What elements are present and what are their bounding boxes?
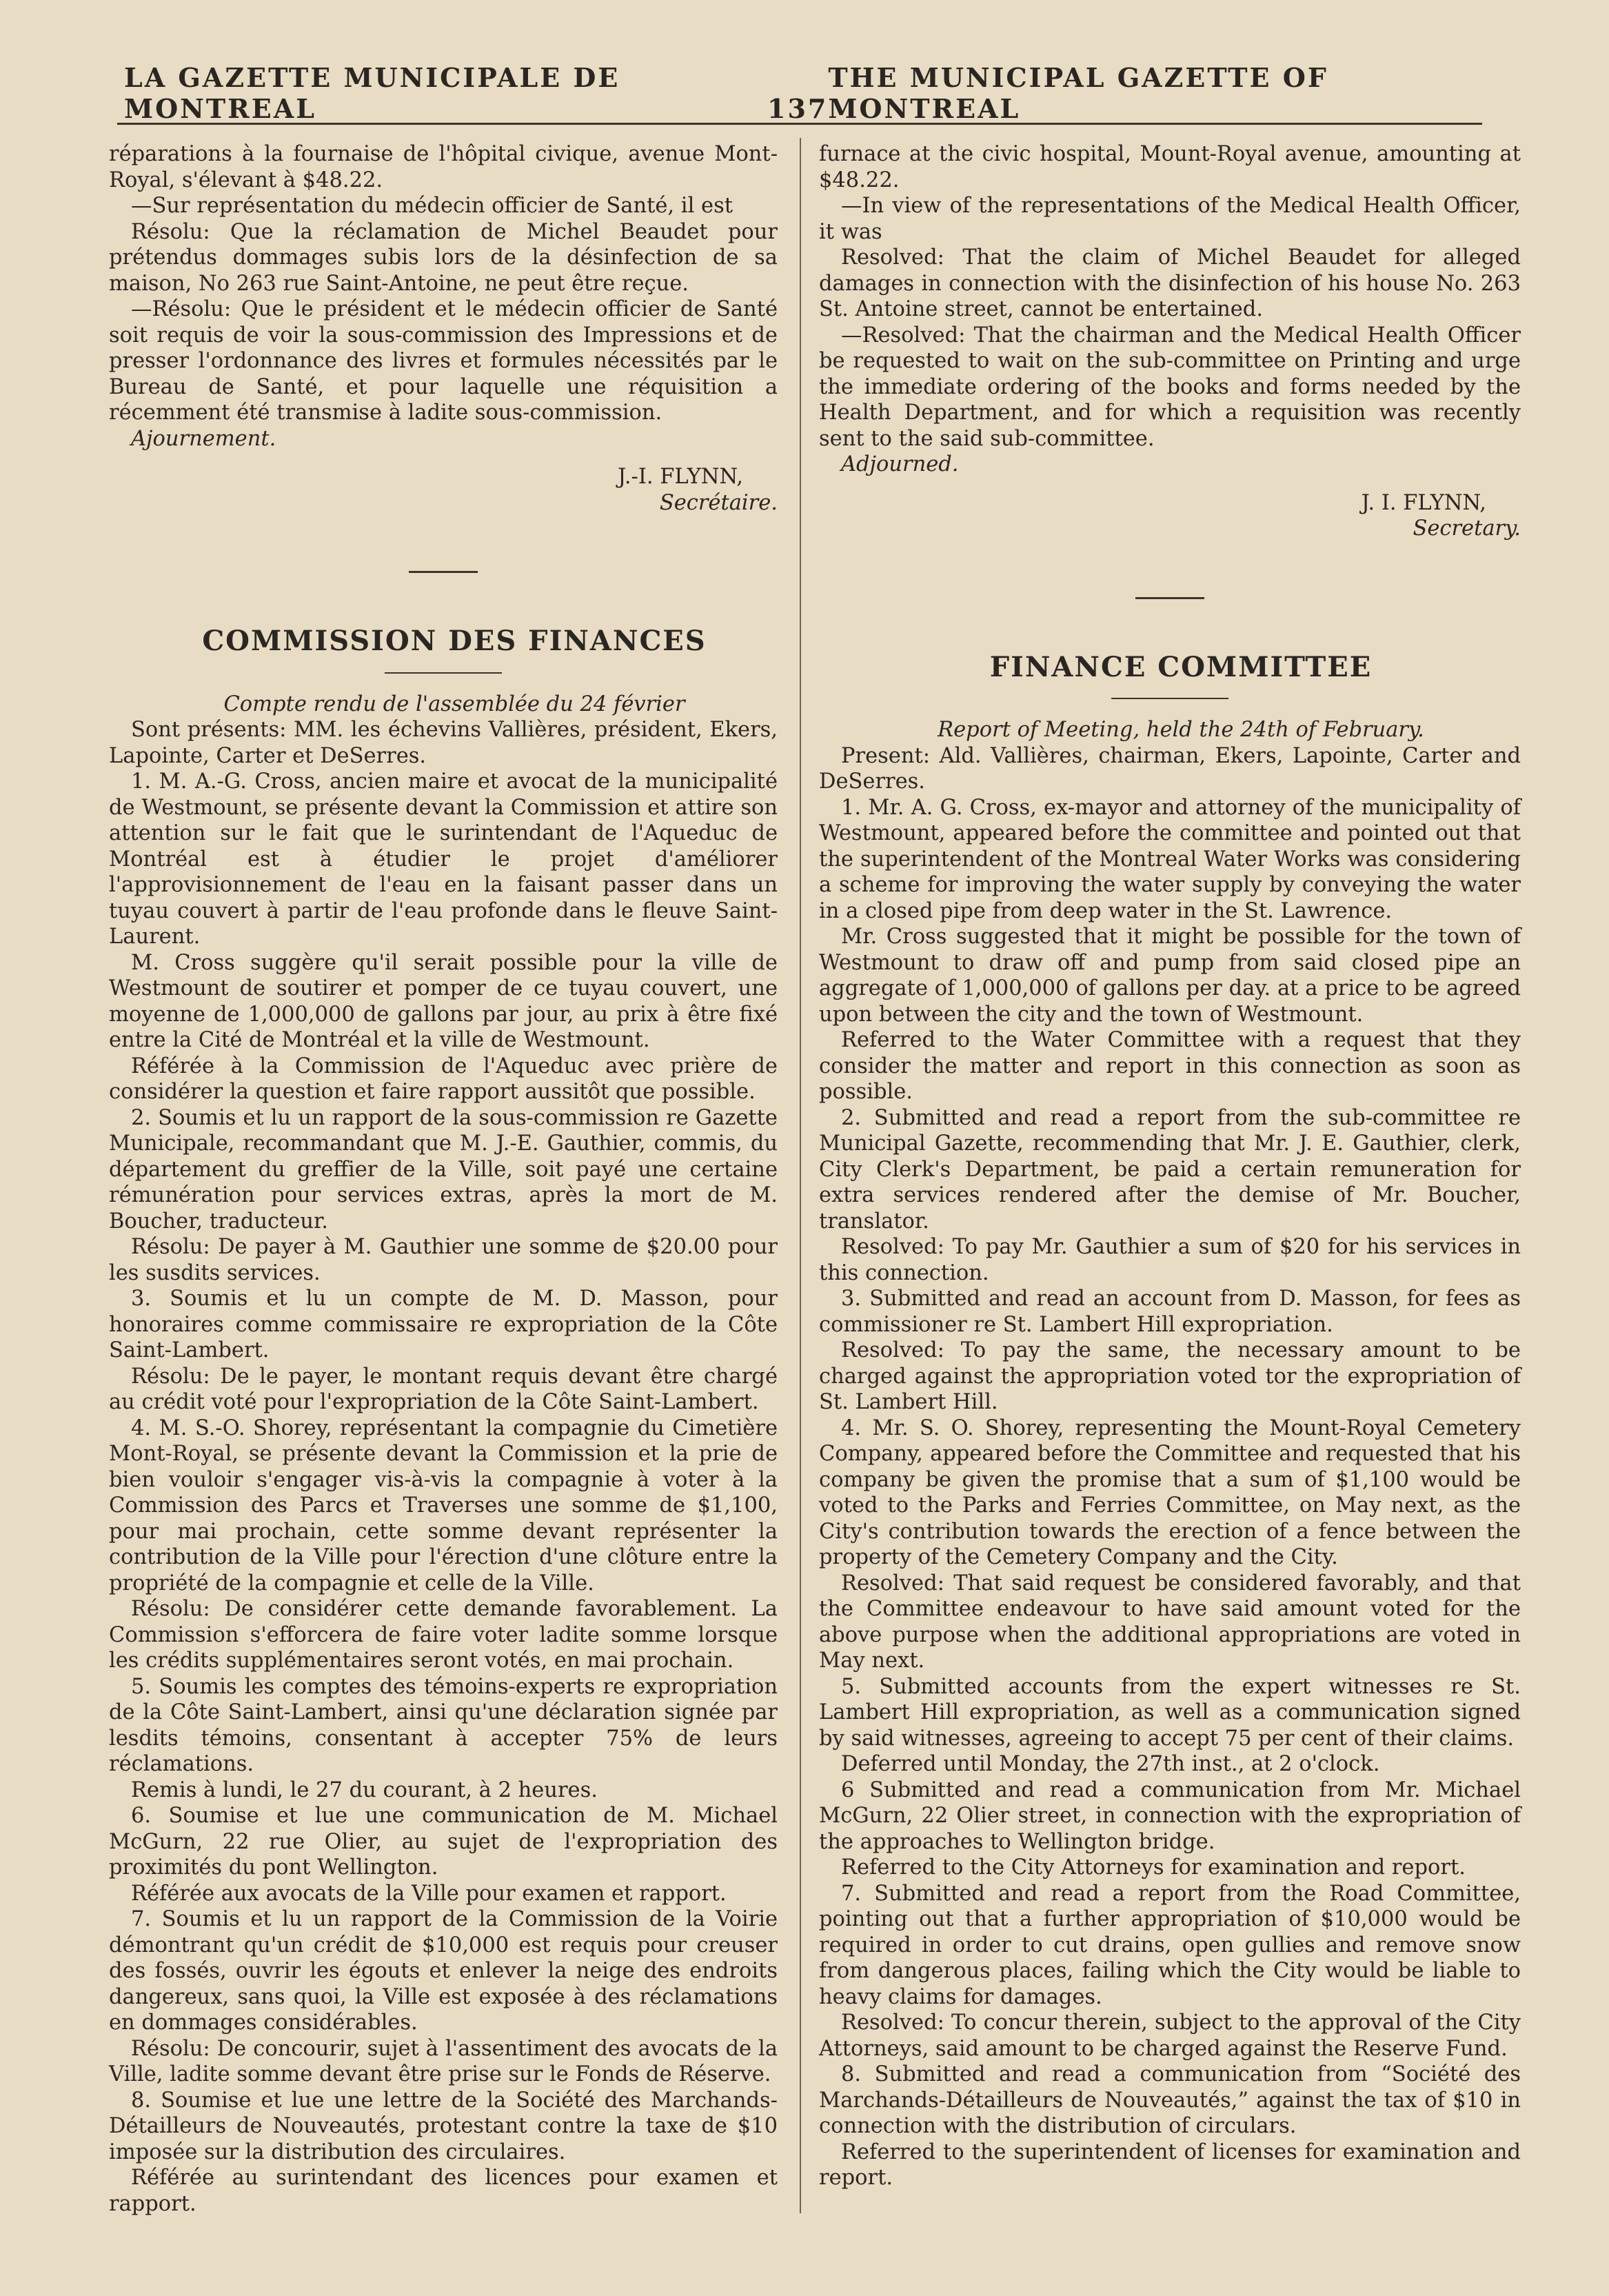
fr-paragraph: 8. Soumise et lue une lettre de la Société des Marchands-Détailleurs de Nouveautés, protestant contre la taxe de $10 imposée sur la distribution des circulaires. (109, 2088, 778, 2164)
en-paragraph: 8. Submitted and read a communication from “Société des Marchands-Détailleurs de Nouveautés,” against the tax of $10 in connection with the distribution of circulars. (819, 2062, 1521, 2138)
fr-paragraph: Résolu: De le payer, le montant requis devant être chargé au crédit voté pour l'expropriation de la Côte Saint-Lambert. (109, 1364, 778, 1414)
en-intro-paragraph: Resolved: That the claim of Michel Beaudet for alleged damages in connection with the disinfection of his house No. 263 St. Antoine street, cannot be entertained. (819, 245, 1521, 321)
en-intro-paragraph: —Resolved: That the chairman and the Medical Health Officer be requested to wait on the sub-committee on Printing and urge the immediate ordering of the books and forms needed by the Health Department, and for which a requisition was recently sent to the said sub-committee. (819, 323, 1521, 451)
page-number: 137 (767, 93, 829, 124)
en-paragraph: Resolved: To concur therein, subject to the approval of the City Attorneys, said amount to be charged against the Reserve Fund. (819, 2011, 1521, 2061)
fr-signature-name: J.-I. FLYNN, (617, 465, 743, 489)
fr-intro-paragraph: Résolu: Que la réclamation de Michel Beaudet pour prétendus dommages subis lors de la désinfection de sa maison, No 263 rue Saint-Antoine, ne peut être reçue. (109, 219, 778, 296)
fr-paragraph: 7. Soumis et lu un rapport de la Commission de la Voirie démontrant qu'un crédit de $10,000 est requis pour creuser des fossés, ouvrir les égouts et enlever la neige des endroits dangereux, sans quoi, la Ville est exposée à des réclamations en dommages considérables. (109, 1907, 778, 2035)
fr-paragraph: 4. M. S.-O. Shorey, représentant la compagnie du Cimetière Mont-Royal, se présente devant la Commission et la prie de bien vouloir s'engager vis-à-vis la compagnie à voter à la Commission des Parcs et Traverses une somme de $1,100, pour mai prochain, cette somme devant représenter la contribution de la Ville pour l'érection d'une clôture entre la propriété de la compagnie et celle de la Ville. (109, 1416, 778, 1595)
en-paragraph: Resolved: To pay Mr. Gauthier a sum of $20 for his services in this connection. (819, 1235, 1521, 1285)
fr-paragraph: 2. Soumis et lu un rapport de la sous-commission re Gazette Municipale, recommandant que M. J.-E. Gauthier, commis, du département du greffier de la Ville, soit payé une certaine rémunération pour services extras, après la mort de M. Boucher, traducteur. (109, 1105, 778, 1233)
fr-intro-paragraph: —Résolu: Que le président et le médecin officier de Santé soit requis de voir la sous-commission des Impressions et de presser l'ordonnance des livres et formules nécessités par le Bureau de Santé, et pour laquelle une réquisition a récemment été transmise à ladite sous-commission. (109, 297, 778, 425)
en-paragraph: Present: Ald. Vallières, chairman, Ekers, Lapointe, Carter and DeSerres. (819, 743, 1521, 794)
en-intro-paragraph: furnace at the civic hospital, Mount-Royal avenue, amounting at $48.22. (819, 142, 1521, 192)
en-paragraph: 6 Submitted and read a communication from Mr. Michael McGurn, 22 Olier street, in connection with the expropriation of the approaches to Wellington bridge. (819, 1778, 1521, 1854)
en-paragraph: 1. Mr. A. G. Cross, ex-mayor and attorney of the municipality of Westmount, appeared before the committee and pointed out that the superintendent of the Montreal Water Works was considering a scheme for improving the water supply by conveying the water in a closed pipe from deep water in the St. Lawrence. (819, 795, 1521, 923)
french-column (109, 141, 778, 2217)
en-paragraph: 7. Submitted and read a report from the Road Committee, pointing out that a further appropriation of $10,000 would be required in order to cut drains, open gullies and remove snow from dangerous places, failing which the City would be liable to heavy claims for damages. (819, 1881, 1521, 2009)
header-french-title: LA GAZETTE MUNICIPALE DE MONTREAL (124, 62, 620, 124)
fr-paragraph: Résolu: De concourir, sujet à l'assentiment des avocats de la Ville, ladite somme devant être prise sur le Fonds de Réserve. (109, 2036, 778, 2086)
en-title-rule (1111, 698, 1228, 699)
en-paragraph: Resolved: That said request be considered favorably, and that the Committee endeavour to have said amount voted for the above purpose when the additional appropriations are voted in May next. (819, 1571, 1521, 1673)
fr-section-title: COMMISSION DES FINANCES (202, 625, 707, 657)
en-signature-title: Secretary. (1413, 516, 1521, 541)
header-english-title: THE MUNICIPAL GAZETTE OF MONTREAL (828, 62, 1328, 124)
english-column (819, 141, 1521, 2191)
fr-intro-paragraph: réparations à la fournaise de l'hôpital civique, avenue Mont-Royal, s'élevant à $48.22. (109, 142, 778, 192)
fr-title-rule (385, 672, 502, 674)
en-paragraph: Resolved: To pay the same, the necessary amount to be charged against the appropriation voted tor the expropriation of St. Lambert Hill. (819, 1338, 1521, 1414)
fr-paragraph: M. Cross suggère qu'il serait possible pour la ville de Westmount de soutirer et pomper de ce tuyau couvert, une moyenne de 1,000,000 de gallons par jour, au prix à être fixé entre la Cité de Montréal et la ville de Westmount. (109, 950, 778, 1052)
page-header (124, 62, 1475, 124)
en-paragraph: Referred to the superintendent of licenses for examination and report. (819, 2139, 1521, 2190)
en-minutes (819, 743, 1521, 2191)
fr-paragraph: Référée au surintendant des licences pour examen et rapport. (109, 2166, 778, 2216)
fr-paragraph: 6. Soumise et lue une communication de M. Michael McGurn, 22 rue Olier, au sujet de l'expropriation des proximités du pont Wellington. (109, 1804, 778, 1880)
en-paragraph: 2. Submitted and read a report from the sub-committee re Municipal Gazette, recommending that Mr. J. E. Gauthier, clerk, City Clerk's Department, be paid a certain remuneration for extra services rendered after the demise of Mr. Boucher, translator. (819, 1105, 1521, 1233)
fr-paragraph: 5. Soumis les comptes des témoins-experts re expropriation de la Côte Saint-Lambert, ainsi qu'une déclaration signée par lesdits témoins, consentant à accepter 75% de leurs réclamations. (109, 1674, 778, 1776)
fr-signature-title: Secrétaire. (659, 490, 778, 515)
en-paragraph: 5. Submitted accounts from the expert witnesses re St. Lambert Hill expropriation, as well as a communication signed by said witnesses, agreeing to accept 75 per cent of their claims. (819, 1674, 1521, 1751)
fr-paragraph: Résolu: De payer à M. Gauthier une somme de $20.00 pour les susdits services. (109, 1235, 778, 1285)
en-paragraph: Mr. Cross suggested that it might be possible for the town of Westmount to draw off and pump from said closed pipe an aggregate of 1,000,000 of gallons per day. at a price to be agreed upon between the city and the town of Westmount. (819, 925, 1521, 1027)
en-adjournment: Adjourned. (841, 452, 959, 476)
en-paragraph: Referred to the Water Committee with a request that they consider the matter and report in this connection as soon as possible. (819, 1028, 1521, 1104)
fr-paragraph: Référée à la Commission de l'Aqueduc avec prière de considérer la question et faire rapport aussitôt que possible. (109, 1054, 778, 1104)
fr-paragraph: Sont présents: MM. les échevins Vallières, président, Ekers, Lapointe, Carter et DeSerres. (109, 718, 778, 768)
header-rule (117, 123, 1482, 125)
fr-paragraph: Résolu: De considérer cette demande favorablement. La Commission s'efforcera de faire voter ladite somme lorsque les crédits supplémentaires seront votés, en mai prochain. (109, 1597, 778, 1673)
fr-minutes (109, 717, 778, 2217)
en-paragraph: 4. Mr. S. O. Shorey, representing the Mount-Royal Cemetery Company, appeared before the Committee and requested that his company be given the promise that a sum of $1,100 would be voted to the Parks and Ferries Committee, on May next, as the City's contribution towards the erection of a fence between the property of the Cemetery Company and the City. (819, 1416, 1521, 1569)
en-section-title: FINANCE COMMITTEE (989, 650, 1373, 683)
en-section-subtitle: Report of Meeting, held the 24th of February. (938, 718, 1424, 742)
fr-paragraph: Remis à lundi, le 27 du courant, à 2 heures. (131, 1778, 598, 1802)
fr-paragraph: 3. Soumis et lu un compte de M. D. Masson, pour honoraires comme commissaire re expropriation de la Côte Saint-Lambert. (109, 1287, 778, 1362)
fr-paragraph: 1. M. A.-G. Cross, ancien maire et avocat de la municipalité de Westmount, se présente devant la Commission et attire son attention sur le fait que le surintendant de l'Aqueduc de Montréal est à étudier le projet d'améliorer l'approvisionnement de l'eau en la faisant passer dans un tuyau couvert à partir de l'eau profonde dans le fleuve Saint-Laurent. (109, 769, 778, 949)
en-paragraph: Deferred until Monday, the 27th inst., at 2 o'clock. (841, 1752, 1380, 1776)
en-paragraph: Referred to the City Attorneys for examination and report. (841, 1855, 1466, 1880)
en-intro-paragraph: —In view of the representations of the Medical Health Officer, it was (819, 194, 1521, 244)
en-section-separator (1135, 597, 1204, 599)
fr-section-separator (409, 571, 478, 573)
en-signature-name: J. I. FLYNN, (1361, 490, 1486, 515)
en-paragraph: 3. Submitted and read an account from D. Masson, for fees as commissioner re St. Lambert Hill expropriation. (819, 1287, 1521, 1337)
fr-paragraph: Référée aux avocats de la Ville pour examen et rapport. (131, 1881, 727, 1906)
column-divider (800, 138, 801, 2213)
fr-intro-paragraph: —Sur représentation du médecin officier de Santé, il est (131, 194, 733, 218)
fr-adjournment: Ajournement. (131, 426, 276, 451)
fr-section-subtitle: Compte rendu de l'assemblée du 24 février (223, 692, 685, 716)
